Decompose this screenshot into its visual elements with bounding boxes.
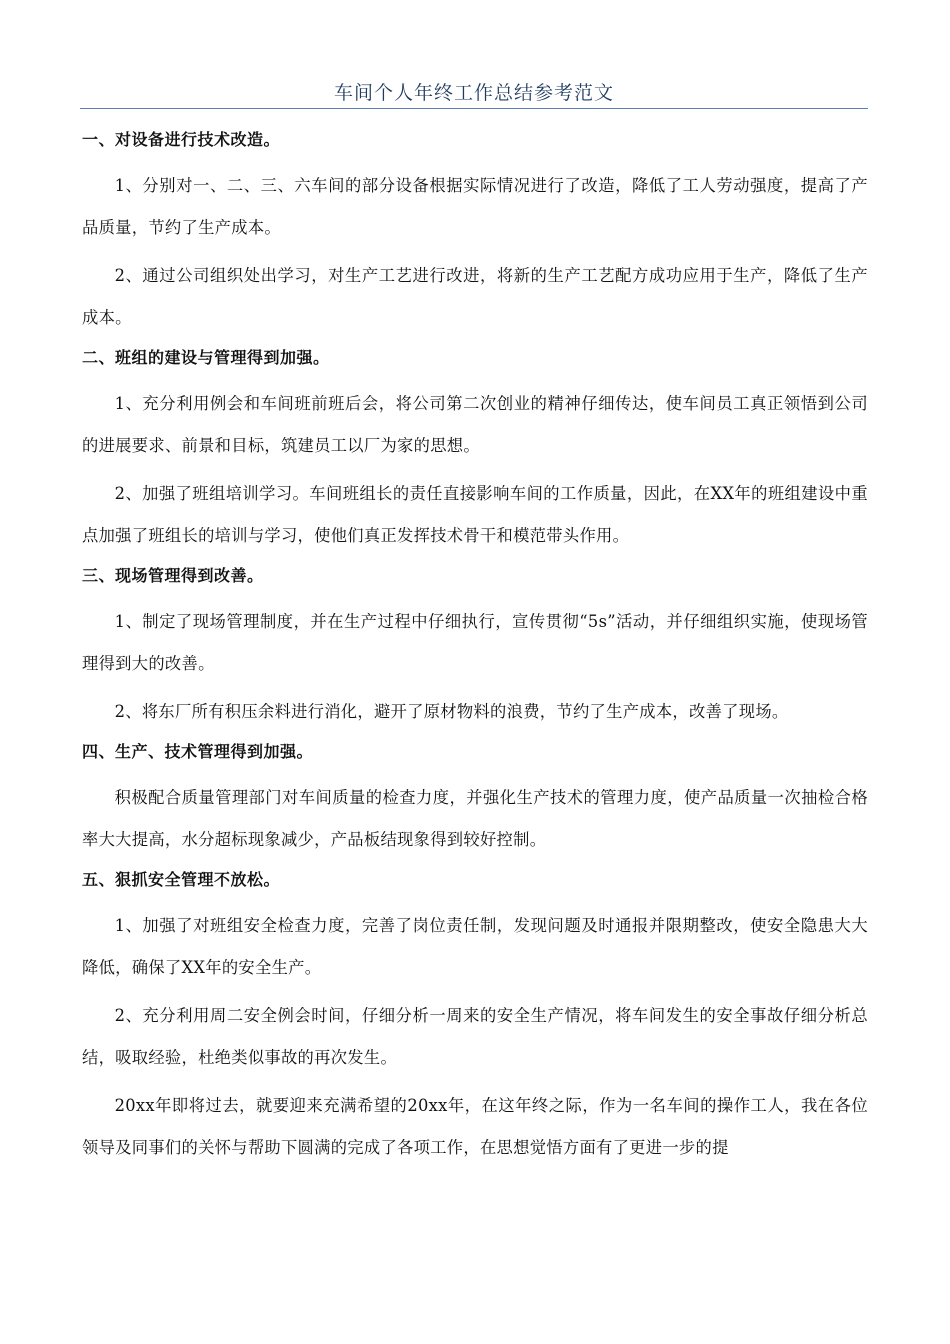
section xyxy=(82,345,868,557)
document-body xyxy=(82,122,868,1169)
closing-paragraph: 20xx年即将过去，就要迎来充满希望的20xx年，在这年终之际，作为一名车间的操作工人，我在各位领导及同事们的关怀与帮助下圆满的完成了各项工作，在思想觉悟方面有了更进一步的提 xyxy=(82,1096,868,1157)
paragraph: 积极配合质量管理部门对车间质量的检查力度，并强化生产技术的管理力度，使产品质量一次抽检合格率大大提高，水分超标现象减少，产品板结现象得到较好控制。 xyxy=(82,788,868,849)
section-heading: 二、班组的建设与管理得到加强。 xyxy=(82,348,330,367)
section-heading: 一、对设备进行技术改造。 xyxy=(82,130,281,149)
section xyxy=(82,127,868,339)
paragraph: 1、充分利用例会和车间班前班后会，将公司第二次创业的精神仔细传达，使车间员工真正领悟到公司的进展要求、前景和目标，筑建员工以厂为家的思想。 xyxy=(82,394,868,455)
section-heading: 四、生产、技术管理得到加强。 xyxy=(82,742,314,761)
paragraph: 2、通过公司组织处出学习，对生产工艺进行改进，将新的生产工艺配方成功应用于生产，降低了生产成本。 xyxy=(82,266,868,327)
document-title: 车间个人年终工作总结参考范文 xyxy=(333,82,614,104)
paragraph: 2、将东厂所有积压余料进行消化，避开了原材物料的浪费，节约了生产成本，改善了现场。 xyxy=(114,702,789,721)
section-heading: 三、现场管理得到改善。 xyxy=(82,566,264,585)
paragraph: 1、加强了对班组安全检查力度，完善了岗位责任制，发现问题及时通报并限期整改，使安全隐患大大降低，确保了XX年的安全生产。 xyxy=(82,916,868,977)
header-divider xyxy=(80,108,868,109)
paragraph: 2、加强了班组培训学习。车间班组长的责任直接影响车间的工作质量，因此，在XX年的班组建设中重点加强了班组长的培训与学习，使他们真正发挥技术骨干和模范带头作用。 xyxy=(82,484,868,545)
section xyxy=(82,739,868,861)
section xyxy=(82,867,868,1079)
section xyxy=(82,563,868,733)
paragraph: 1、制定了现场管理制度，并在生产过程中仔细执行，宣传贯彻“5s”活动，并仔细组织实施，使现场管理得到大的改善。 xyxy=(82,612,868,673)
section-heading: 五、狠抓安全管理不放松。 xyxy=(82,870,281,889)
paragraph: 2、充分利用周二安全例会时间，仔细分析一周来的安全生产情况，将车间发生的安全事故仔细分析总结，吸取经验，杜绝类似事故的再次发生。 xyxy=(82,1006,868,1067)
paragraph: 1、分别对一、二、三、六车间的部分设备根据实际情况进行了改造，降低了工人劳动强度，提高了产品质量，节约了生产成本。 xyxy=(82,176,868,237)
